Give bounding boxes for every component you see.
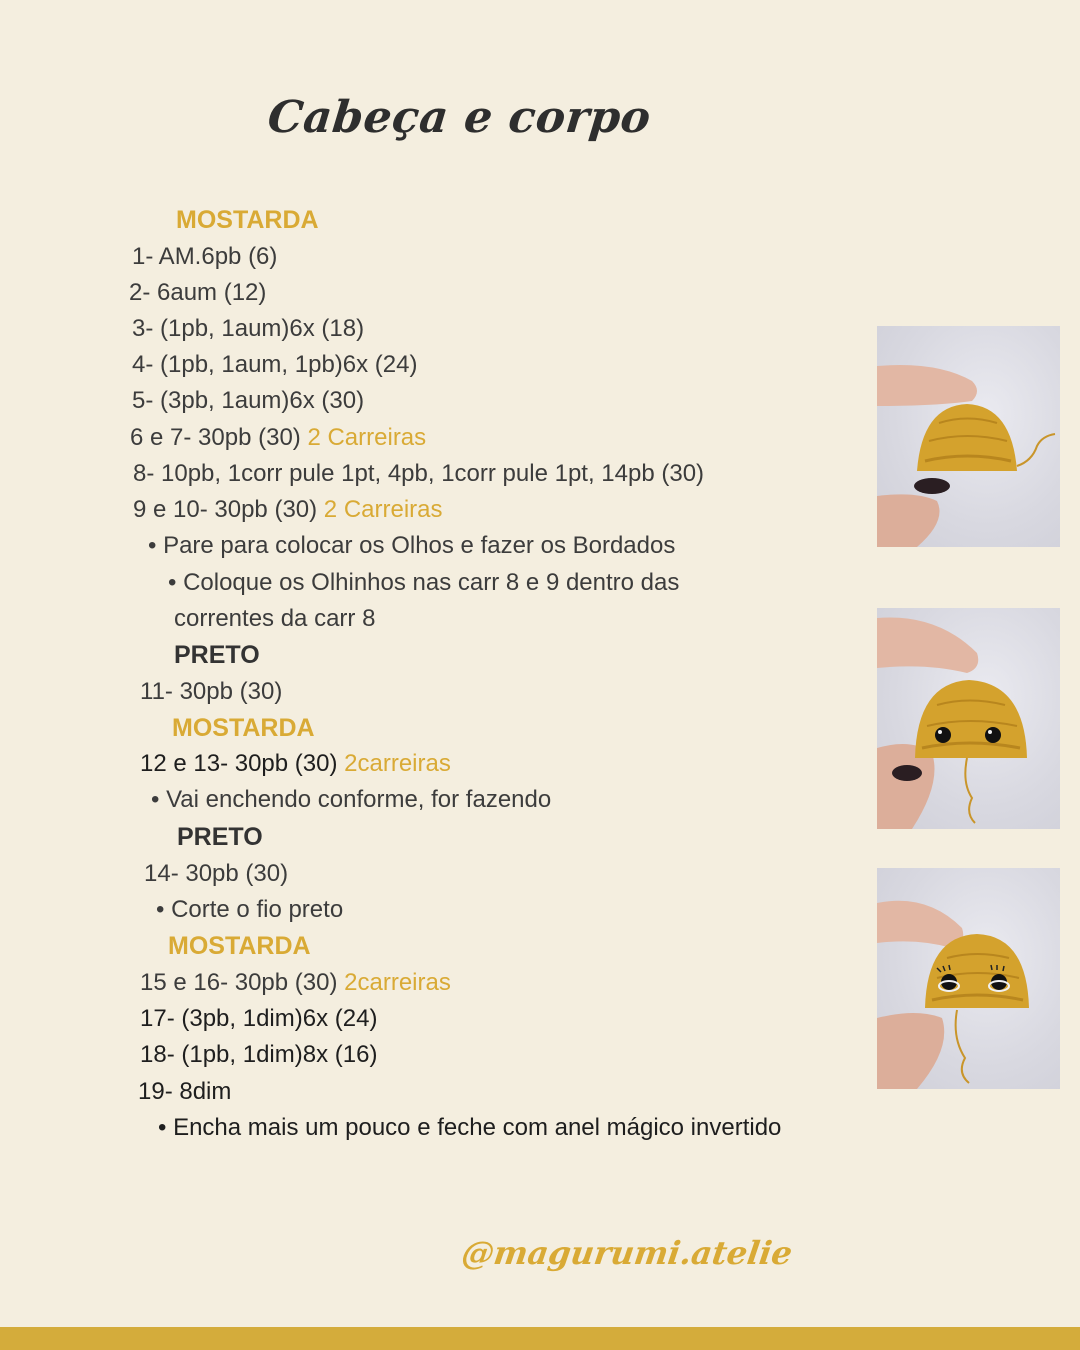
round-highlight: 2 Carreiras: [307, 424, 427, 451]
color-label-preto: PRETO: [177, 823, 263, 851]
page-title: Cabeça e corpo: [265, 92, 654, 143]
round-highlight: 2 Carreiras: [323, 496, 443, 523]
round-11: 11- 30pb (30): [140, 678, 283, 705]
round-highlight: 2carreiras: [344, 969, 451, 996]
round-highlight: 2carreiras: [344, 750, 451, 777]
round-14: 14- 30pb (30): [144, 860, 289, 887]
round-1: 1- AM.6pb (6): [132, 243, 278, 270]
round-text: 9 e 10- 30pb (30): [133, 496, 324, 523]
note-place-eyes-cont: correntes da carr 8: [174, 605, 376, 632]
color-label-mostarda: MOSTARDA: [172, 714, 315, 742]
round-19: 19- 8dim: [138, 1078, 232, 1105]
round-3: 3- (1pb, 1aum)6x (18): [132, 315, 365, 342]
round-text: 6 e 7- 30pb (30): [130, 424, 308, 451]
crochet-dome-image: [877, 326, 1060, 547]
round-9-10: [133, 495, 443, 525]
note-cut-yarn: • Corte o fio preto: [156, 896, 344, 923]
round-text: 15 e 16- 30pb (30): [140, 969, 345, 996]
photo-dome-with-eyes: [877, 608, 1060, 829]
color-label-mostarda: MOSTARDA: [168, 932, 311, 960]
color-label-preto: PRETO: [174, 641, 260, 669]
crochet-dome-eyes-image: [877, 608, 1060, 829]
photo-dome-with-embroidered-eyes: [877, 868, 1060, 1089]
round-5: 5- (3pb, 1aum)6x (30): [132, 387, 365, 414]
round-12-13: [140, 749, 451, 779]
note-stop-eyes: • Pare para colocar os Olhos e fazer os Bordados: [148, 532, 676, 559]
color-label-mostarda: MOSTARDA: [176, 206, 319, 234]
round-17: 17- (3pb, 1dim)6x (24): [140, 1005, 378, 1032]
round-2: 2- 6aum (12): [129, 279, 267, 306]
bottom-bar: [0, 1327, 1080, 1350]
photo-plain-dome: [877, 326, 1060, 547]
instagram-handle: @magurumi.atelie: [459, 1234, 795, 1272]
round-text: 12 e 13- 30pb (30): [140, 750, 345, 777]
round-6-7: [130, 423, 426, 453]
note-close: • Encha mais um pouco e feche com anel mágico invertido: [158, 1114, 782, 1141]
note-place-eyes: • Coloque os Olhinhos nas carr 8 e 9 dentro das: [168, 569, 680, 596]
round-8: 8- 10pb, 1corr pule 1pt, 4pb, 1corr pule 1pt, 14pb (30): [133, 460, 705, 487]
note-stuffing: • Vai enchendo conforme, for fazendo: [151, 786, 552, 813]
round-18: 18- (1pb, 1dim)8x (16): [140, 1041, 378, 1068]
crochet-dome-face-image: [877, 868, 1060, 1089]
round-4: 4- (1pb, 1aum, 1pb)6x (24): [132, 351, 418, 378]
round-15-16: [140, 968, 451, 998]
